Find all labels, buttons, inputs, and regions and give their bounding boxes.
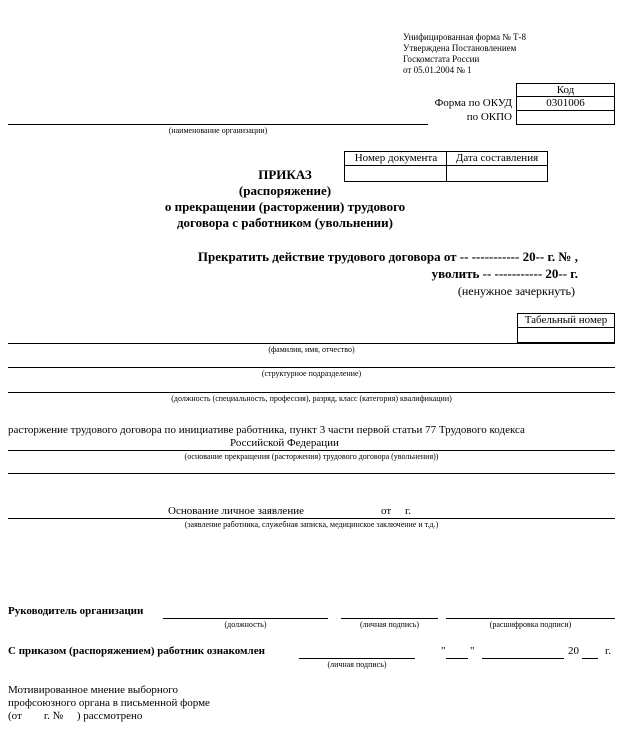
tab-number-value[interactable] <box>517 327 615 343</box>
year-prefix: 20 <box>568 645 579 657</box>
title-line1: ПРИКАЗ <box>258 167 312 182</box>
head-decode-line <box>446 618 615 619</box>
quote-close: " <box>470 645 475 657</box>
ack-month-line <box>482 658 564 659</box>
title-line4: договора с работником (увольнении) <box>176 215 393 230</box>
reason-line <box>8 450 615 451</box>
okud-value: 0301006 <box>516 96 615 111</box>
doc-number-header: Номер документа <box>344 151 447 166</box>
fio-caption: (фамилия, имя, отчество) <box>268 345 355 354</box>
basis-line <box>8 518 615 519</box>
codes-header: Код <box>516 83 615 97</box>
form-header-line1: Унифицированная форма № Т-8 <box>403 32 527 42</box>
basis-reason-caption: (основание прекращения (расторжения) трудового договора (увольнения)) <box>184 452 439 461</box>
head-position-caption: (должность) <box>224 620 267 629</box>
position-line <box>8 392 615 393</box>
org-name-line <box>8 124 428 125</box>
head-sign-line <box>341 618 438 619</box>
doc-date-value[interactable] <box>446 165 548 182</box>
ack-sign-caption: (личная подпись) <box>327 660 387 669</box>
doc-date-header: Дата составления <box>446 151 548 166</box>
org-caption: (наименование организации) <box>168 126 268 135</box>
ack-sign-line <box>299 658 415 659</box>
order-title <box>130 167 440 231</box>
ack-day-line <box>446 658 468 659</box>
head-position-line <box>163 618 328 619</box>
year-suffix: г. <box>605 645 612 657</box>
form-header-line2: Утверждена Постановлением <box>403 43 517 53</box>
terminate-line1: Прекратить действие трудового договора от -- ----------- 20-- г. № , <box>197 249 578 264</box>
quote-open: " <box>441 645 446 657</box>
dept-caption: (структурное подразделение) <box>261 369 362 378</box>
form-header <box>403 32 526 76</box>
ack-year-line <box>582 658 598 659</box>
union-line2: профсоюзного органа в письменной форме <box>8 697 210 709</box>
fio-line <box>8 343 615 344</box>
reason-extra-line <box>8 473 615 474</box>
reason-line2: Российской Федерации <box>230 437 339 449</box>
okpo-value <box>516 110 615 125</box>
strike-note: (ненужное зачеркнуть) <box>457 284 575 298</box>
basis-year: г. <box>405 505 412 517</box>
basis-doc-caption: (заявление работника, служебная записка, медицинское заключение и т.д.) <box>184 520 439 529</box>
dept-line <box>8 367 615 368</box>
ack-label: С приказом (распоряжением) работник ознакомлен <box>8 645 265 657</box>
union-block <box>8 684 210 723</box>
union-line1: Мотивированное мнение выборного <box>8 684 179 696</box>
basis-from: от <box>381 505 392 517</box>
head-label: Руководитель организации <box>8 605 144 617</box>
head-sign-caption: (личная подпись) <box>359 620 420 629</box>
reason-line1: расторжение трудового договора по инициативе работника, пункт 3 части первой статьи 77 Трудового кодекса <box>8 424 525 436</box>
tab-number-header: Табельный номер <box>517 313 615 328</box>
okpo-label: по ОКПО <box>466 111 512 123</box>
union-line3: (от г. № ) рассмотрено <box>8 710 143 722</box>
title-line2: (распоряжение) <box>238 183 332 198</box>
terminate-line2: уволить -- ----------- 20-- г. <box>431 266 578 281</box>
okud-label: Форма по ОКУД <box>434 97 512 109</box>
position-caption: (должность (специальность, профессия), разряд, класс (категория) квалификации) <box>171 394 452 403</box>
basis-label: Основание личное заявление <box>168 505 304 517</box>
form-header-line3: Госкомстата России <box>403 54 480 64</box>
head-decode-caption: (расшифровка подписи) <box>489 620 572 629</box>
form-header-line4: от 05.01.2004 № 1 <box>403 65 472 75</box>
title-line3: о прекращении (расторжении) трудового <box>164 199 406 214</box>
reason-text <box>8 424 615 450</box>
